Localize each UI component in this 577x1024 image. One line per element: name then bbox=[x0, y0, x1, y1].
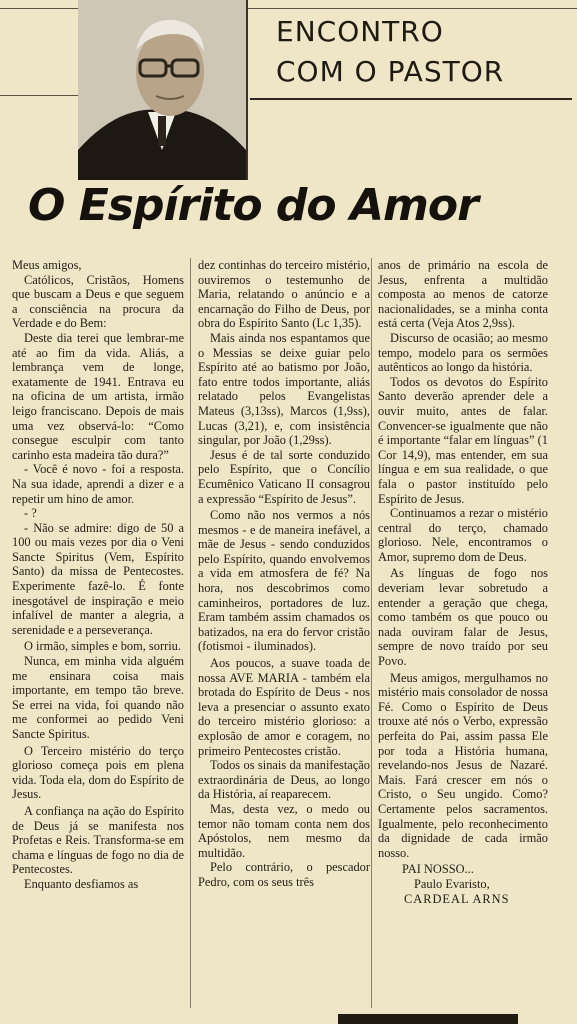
paragraph: Como não nos vermos a nós mesmos - e de maneira inefável, a mãe de Jesus - sendo conduzidos pelo Espírito, quando envolvemos a vida em atmosfera de fé? Na hora, nos descobrimos como caminheiros, portadores de luz. Eram também assim chamados os batizados, na era do fervor cristão (fotismoi - iluminados). bbox=[198, 508, 370, 654]
paragraph: - ? bbox=[24, 506, 37, 521]
column-divider bbox=[371, 258, 372, 1008]
signature-title: CARDEAL ARNS bbox=[404, 891, 510, 906]
paragraph: Católicos, Cristãos, Homens que buscam a Deus e que seguem a consciência na procura da Verdade e do Bem: bbox=[12, 272, 184, 331]
pastor-portrait-icon bbox=[78, 0, 246, 180]
paragraph: A confiança na ação do Espírito de Deus já se manifesta nos Profetas e Reis. Transforma-se em chama e línguas de fogo no dia de Pentecostes. bbox=[12, 803, 184, 877]
article-column-2 bbox=[198, 258, 370, 890]
column-title bbox=[276, 12, 566, 92]
paragraph: - Não se admire: digo de 50 a 100 ou mais vezes por dia o Veni Sancte Spiritus (Vem, Espírito Santo) da missa de Pentecostes. Experimente fazê-lo. É fonte inesgotável de inspiração e meio infalível de manter a alegria, a serenidade e a perseverança. bbox=[12, 520, 184, 637]
bottom-bar bbox=[338, 1014, 518, 1024]
paragraph: Meus amigos, bbox=[12, 258, 82, 272]
paragraph: Jesus é de tal sorte conduzido pelo Espírito, que o Concílio Ecumênico Vaticano II consagrou a expressão “Espírito de Jesus”. bbox=[198, 447, 370, 506]
paragraph: Continuamos a rezar o mistério central do terço, chamado glorioso. Nele, encontramos o Amor, supremo dom de Deus. bbox=[378, 506, 548, 564]
headline: O Espírito do Amor bbox=[28, 180, 478, 231]
paragraph: Todos os devotos do Espírito Santo deverão aprender dele a ouvir muito, antes de falar. Convencer-se igualmente que não é importante “falar em línguas” (1 Cor 14,9), mas entender, em sua língua e em sua realidade, o que fala o pastor instituído pelo Espírito de Jesus. bbox=[378, 374, 548, 506]
column-title-line1: ENCONTRO bbox=[276, 15, 444, 48]
paragraph: Mais ainda nos espantamos que o Messias se deixe guiar pelo Espírito até ao batismo por João, fato entre todos importante, aliás relatado pelos Evangelistas Mateus (3,13ss), Marcos (1,9ss), Lucas (3,21), e, com insistência singular, por João (1,29ss). bbox=[198, 330, 370, 448]
paragraph: - Você é novo - foi a resposta. Na sua idade, aprendi a dizer e a repetir um hino de amor. bbox=[12, 462, 184, 506]
paragraph: Meus amigos, mergulhamos no mistério mais consolador de nossa Fé. Como o Espírito de Deus trouxe até nós o Verbo, expressão perfeita do Pai, assim passa Ele por toda a História humana, revelando-nos Jesus de Nazaré. Mais. Fará crescer em nós o Cristo, o Seu ungido. Como? Certamente pelos sacramentos. Igualmente, pelo reconhecimento da dignidade de cada irmão nosso. bbox=[378, 670, 548, 860]
article-column-1 bbox=[12, 258, 184, 892]
column-divider bbox=[190, 258, 191, 1008]
paragraph: As línguas de fogo nos deveriam levar sobretudo a entender a geração que chega, como também os que pouco ou nada ouviram falar de Jesus, sempre de novo traído por seu Povo. bbox=[378, 566, 548, 669]
paragraph: Enquanto desfiamos as bbox=[24, 876, 139, 891]
paragraph: Aos poucos, a suave toada de nossa AVE MARIA - também ela brotada do Espírito de Deus - nos leva a presenciar o assunto exato do terceiro mistério glorioso: a explosão de amor e coragem, no primeiro Pentecostes cristão. bbox=[198, 656, 370, 758]
title-rule bbox=[250, 98, 572, 100]
signature-prayer: PAI NOSSO... bbox=[402, 862, 474, 877]
paragraph: Pelo contrário, o pescador Pedro, com os seus três bbox=[198, 860, 370, 889]
paragraph: anos de primário na escola de Jesus, enfrenta a multidão composta ao menos de catorze nacionalidades, se a minha conta está certa (Veja Atos 2,9ss). bbox=[378, 258, 548, 331]
article-column-3 bbox=[378, 258, 548, 906]
header-rule-left bbox=[0, 95, 80, 96]
paragraph: dez continhas do terceiro mistério, ouviremos o testemunho de Maria, relatando o anúncio e a encarnação do Filho de Deus, por obra do Espírito Santo (Lc 1,35). bbox=[198, 258, 370, 331]
paragraph: Discurso de ocasião; ao mesmo tempo, modelo para os sermões autênticos ao longo da história. bbox=[378, 330, 548, 375]
paragraph: O Terceiro mistério do terço glorioso começa pois em plena vida. Toda ela, dom do Espírito de Jesus. bbox=[12, 743, 184, 802]
paragraph: Nunca, em minha vida alguém me ensinara coisa mais importante, em tempo tão breve. Se errei na vida, foi quando não me conformei ao pedido Veni Sancte Spiritus. bbox=[12, 654, 184, 741]
column-title-line2: COM O PASTOR bbox=[276, 55, 505, 88]
paragraph: O irmão, simples e bom, sorriu. bbox=[24, 639, 181, 654]
pastor-photo bbox=[78, 0, 248, 180]
signature-name: Paulo Evaristo, bbox=[414, 876, 490, 891]
paragraph: Deste dia terei que lembrar-me até ao fim da vida. Aliás, a lembrança vem de longe, exatamente de 1941. Entrava eu na oficina de um artista, irmão leigo franciscano. Depois de mais uma vez observá-lo: “Como consegue esculpir com tanto carinho esta madeira tão dura?” bbox=[12, 330, 184, 462]
paragraph: Mas, desta vez, o medo ou temor não tomam conta nem dos Apóstolos, nem mesmo da multidão. bbox=[198, 801, 370, 860]
paragraph: Todos os sinais da manifestação extraordinária de Deus, ao longo da História, aí reaparecem. bbox=[198, 758, 370, 802]
